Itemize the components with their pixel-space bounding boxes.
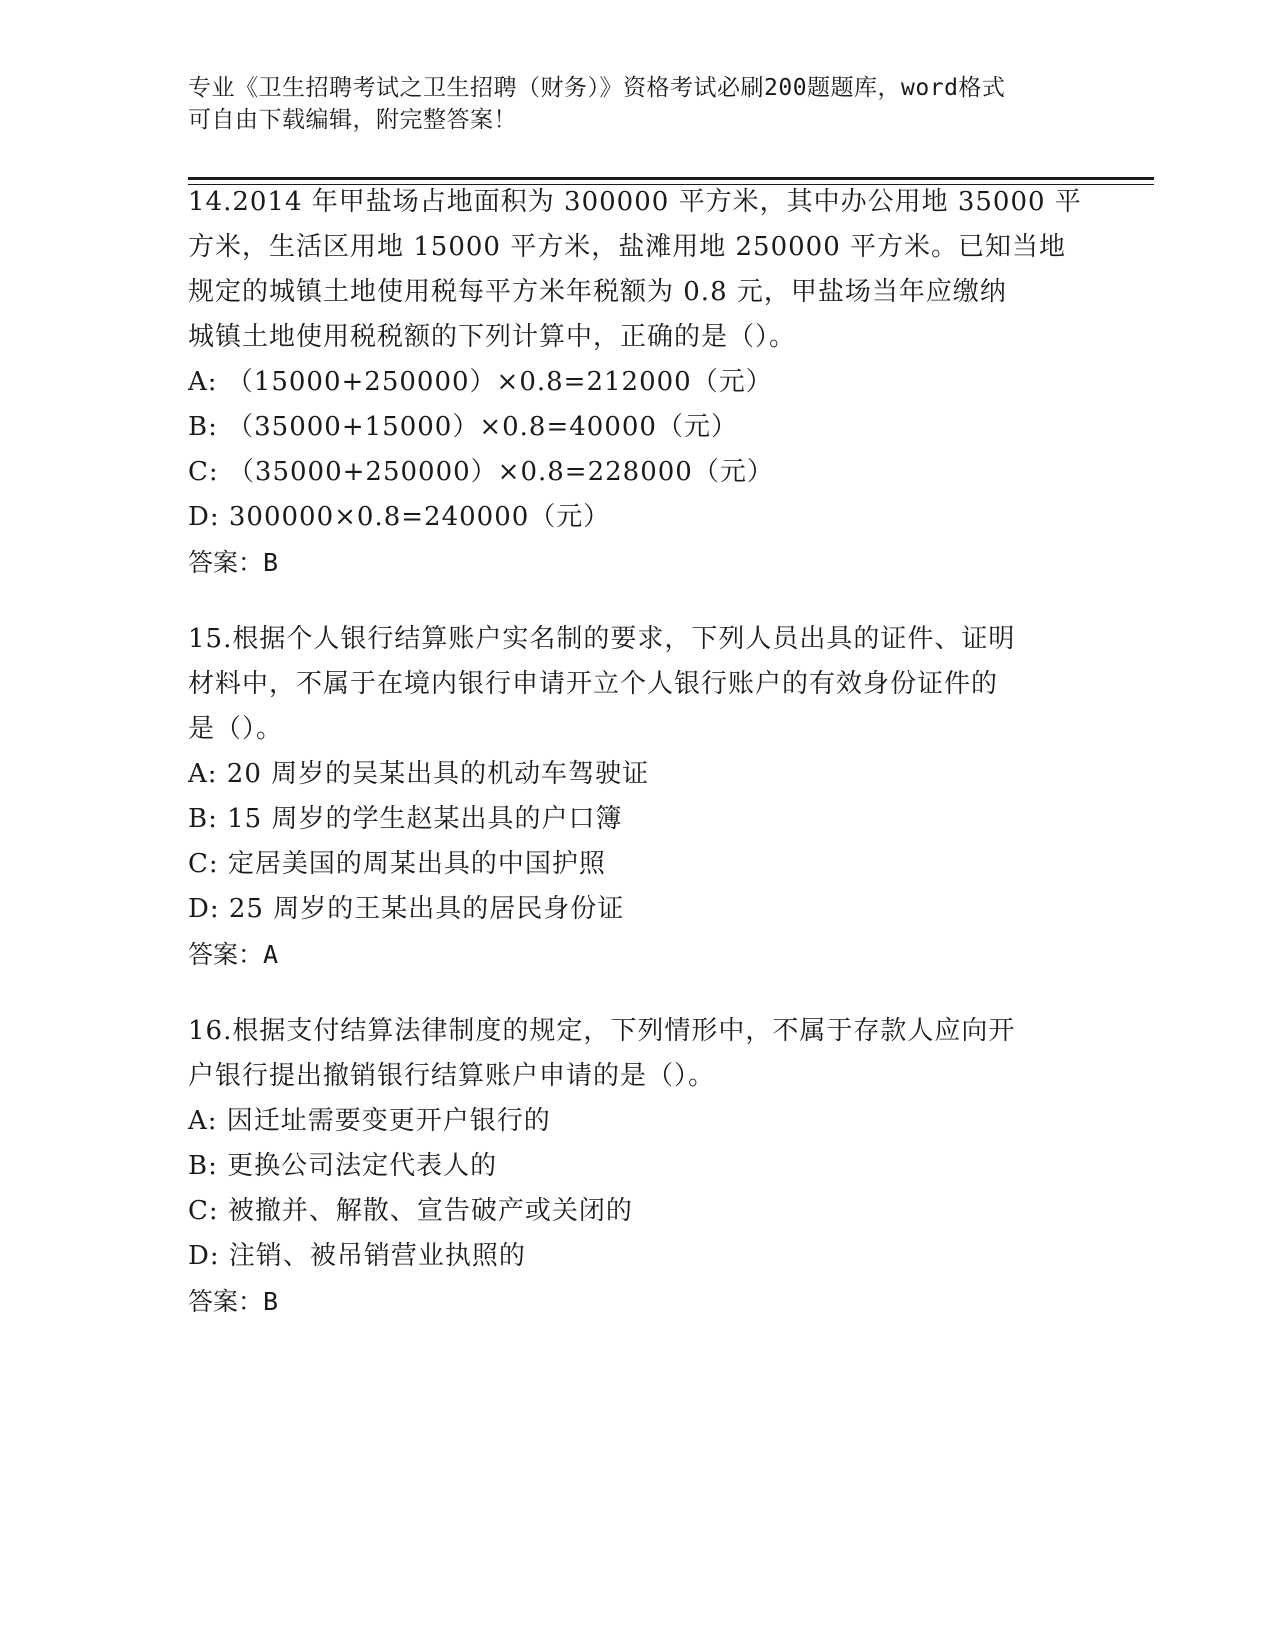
option-b: B: 更换公司法定代表人的 [188, 1151, 498, 1181]
option-d: D: 注销、被吊销营业执照的 [188, 1241, 526, 1271]
option-a: A: 20 周岁的吴某出具的机动车驾驶证 [188, 759, 650, 789]
answer-line: 答案：A [188, 940, 279, 969]
question-block [188, 617, 1088, 977]
option-a: A: 因迁址需要变更开户银行的 [188, 1106, 551, 1136]
option-d: D: 300000×0.8=240000（元） [188, 502, 611, 532]
option-a: A: （15000+250000）×0.8=212000（元） [188, 367, 773, 397]
header-line: 专业《卫生招聘考试之卫生招聘（财务）》资格考试必刷200题题库，word格式 [188, 75, 1006, 101]
question-stem-line: 16.根据支付结算法律制度的规定，下列情形中，不属于存款人应向开 [188, 1016, 1016, 1046]
question-stem-line: 材料中，不属于在境内银行申请开立个人银行账户的有效身份证件的 [188, 669, 999, 699]
question-block [188, 180, 1088, 585]
document-header [188, 72, 1088, 136]
option-c: C: 定居美国的周某出具的中国护照 [188, 849, 606, 879]
question-stem-line: 14.2014 年甲盐场占地面积为 300000 平方米，其中办公用地 35000 平 [188, 187, 1082, 217]
option-d: D: 25 周岁的王某出具的居民身份证 [188, 894, 625, 924]
option-b: B: 15 周岁的学生赵某出具的户口簿 [188, 804, 623, 834]
header-line: 可自由下载编辑，附完整答案！ [188, 107, 517, 133]
question-stem-line: 户银行提出撤销银行结算账户申请的是（）。 [188, 1061, 716, 1091]
question-stem-line: 是（）。 [188, 714, 284, 744]
answer-line: 答案：B [188, 548, 279, 577]
option-b: B: （35000+15000）×0.8=40000（元） [188, 412, 738, 442]
option-c: C: 被撤并、解散、宣告破产或关闭的 [188, 1196, 633, 1226]
option-c: C: （35000+250000）×0.8=228000（元） [188, 457, 774, 487]
question-block [188, 1009, 1088, 1324]
question-stem-line: 方米，生活区用地 15000 平方米，盐滩用地 250000 平方米。已知当地 [188, 232, 1067, 262]
question-stem-line: 15.根据个人银行结算账户实名制的要求，下列人员出具的证件、证明 [188, 624, 1016, 654]
answer-line: 答案：B [188, 1287, 279, 1316]
question-stem-line: 规定的城镇土地使用税每平方米年税额为 0.8 元，甲盐场当年应缴纳 [188, 277, 1007, 307]
question-stem-line: 城镇土地使用税税额的下列计算中，正确的是（）。 [188, 322, 797, 352]
